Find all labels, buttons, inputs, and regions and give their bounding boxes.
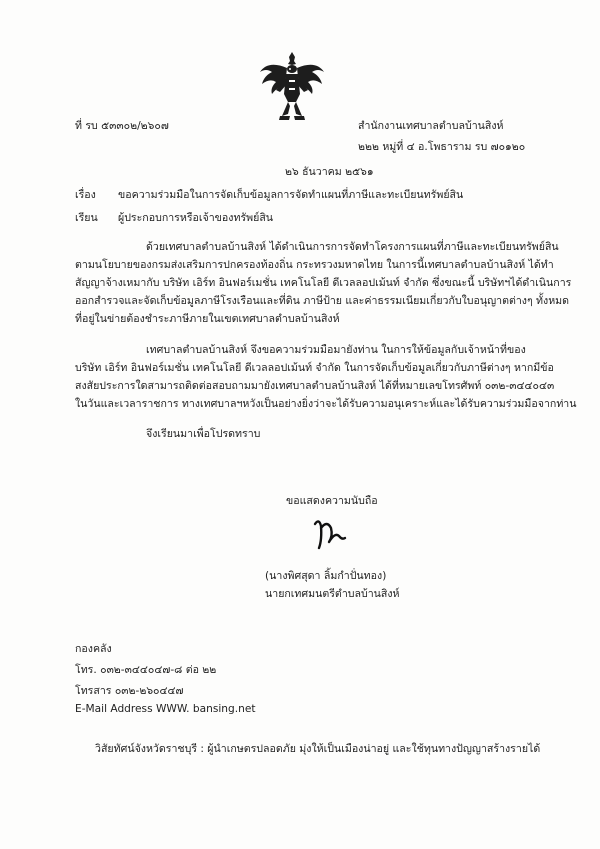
organization-address: ๒๒๒ หมู่ที่ ๔ อ.โพธาราม รบ ๗๐๑๒๐ bbox=[358, 141, 526, 153]
subject-text: ขอความร่วมมือในการจัดเก็บข้อมูลการจัดทำแผนที่ภาษีและทะเบียนทรัพย์สิน bbox=[118, 189, 464, 201]
paragraph2-line4: ในวันและเวลาราชการ ทางเทศบาลฯหวังเป็นอย่างยิ่งว่าจะได้รับความอนุเคราะห์และได้รับความร่วมมือจากท่าน bbox=[75, 398, 577, 410]
subject-label: เรื่อง bbox=[75, 189, 96, 201]
paragraph1-line4: ออกสำรวจและจัดเก็บข้อมูลภาษีโรงเรือนและที่ดิน ภาษีป้าย และค่าธรรมเนียมเกี่ยวกับใบอนุญาตต่างๆ ทั้งหมด bbox=[75, 295, 570, 307]
paragraph2-line1: เทศบาลตำบลบ้านสิงห์ จึงขอความร่วมมือมายังท่าน ในการให้ข้อมูลกับเจ้าหน้าที่ของ bbox=[146, 344, 526, 356]
letter-date: ๒๖ ธันวาคม ๒๕๖๑ bbox=[285, 166, 374, 178]
signatory-position: นายกเทศมนตรีตำบลบ้านสิงห์ bbox=[265, 588, 400, 600]
footer-division: กองคลัง bbox=[75, 643, 112, 655]
footer-email: E-Mail Address WWW. bansing.net bbox=[75, 703, 256, 715]
paragraph2-line2: บริษัท เอิร์ท อินฟอร์เมชั่น เทคโนโลยี ดีเวลลอปเม้นท์ จำกัด ในการจัดเก็บข้อมูลเกี่ยวกับภาษีต่างๆ หากมีข้อ bbox=[75, 362, 554, 374]
organization-name: สำนักงานเทศบาลตำบลบ้านสิงห์ bbox=[358, 120, 504, 132]
addressee-label: เรียน bbox=[75, 212, 98, 224]
footer-fax: โทรสาร ๐๓๒-๒๖๐๔๔๗ bbox=[75, 685, 184, 697]
paragraph2-line3: สงสัยประการใดสามารถติดต่อสอบถามมายังเทศบาลตำบลบ้านสิงห์ ได้ที่หมายเลขโทรศัพท์ ๐๓๒-๓๔๔๐๔๓ bbox=[75, 380, 555, 392]
handwritten-signature-icon bbox=[309, 514, 349, 554]
garuda-emblem-icon bbox=[258, 50, 326, 122]
paragraph1-line3: สัญญาจ้างเหมากับ บริษัท เอิร์ท อินฟอร์เมชั่น เทคโนโลยี ดีเวลลอปเม้นท์ จำกัด ซึ่งขณะนี้ บริษัทฯได้ดำเนินการ bbox=[75, 277, 572, 289]
closing-line: จึงเรียนมาเพื่อโปรดทราบ bbox=[146, 428, 261, 440]
reference-number: ที่ รบ ๕๓๓๐๒/๒๖๐๗ bbox=[75, 120, 169, 132]
signature-salutation: ขอแสดงความนับถือ bbox=[286, 495, 378, 507]
footer-telephone: โทร. ๐๓๒-๓๔๔๐๔๗-๘ ต่อ ๒๒ bbox=[75, 664, 217, 676]
signatory-name: (นางพิศสุดา ลิ้มกำปั่นทอง) bbox=[265, 570, 387, 582]
province-vision: วิสัยทัศน์จังหวัดราชบุรี : ผู้นำเกษตรปลอดภัย มุ่งให้เป็นเมืองน่าอยู่ และใช้ทุนทางปัญญาสร้างรายได้ bbox=[95, 743, 541, 755]
paragraph1-line2: ตามนโยบายของกรมส่งเสริมการปกครองท้องถิ่น กระทรวงมหาดไทย ในการนี้เทศบาลตำบลบ้านสิงห์ ได้ทำ bbox=[75, 259, 554, 271]
paragraph1-line1: ด้วยเทศบาลตำบลบ้านสิงห์ ได้ดำเนินการการจัดทำโครงการแผนที่ภาษีและทะเบียนทรัพย์สิน bbox=[146, 241, 559, 253]
addressee-text: ผู้ประกอบการหรือเจ้าของทรัพย์สิน bbox=[118, 212, 274, 224]
paragraph1-line5: ที่อยู่ในข่ายต้องชำระภาษีภายในเขตเทศบาลตำบลบ้านสิงห์ bbox=[75, 313, 340, 325]
